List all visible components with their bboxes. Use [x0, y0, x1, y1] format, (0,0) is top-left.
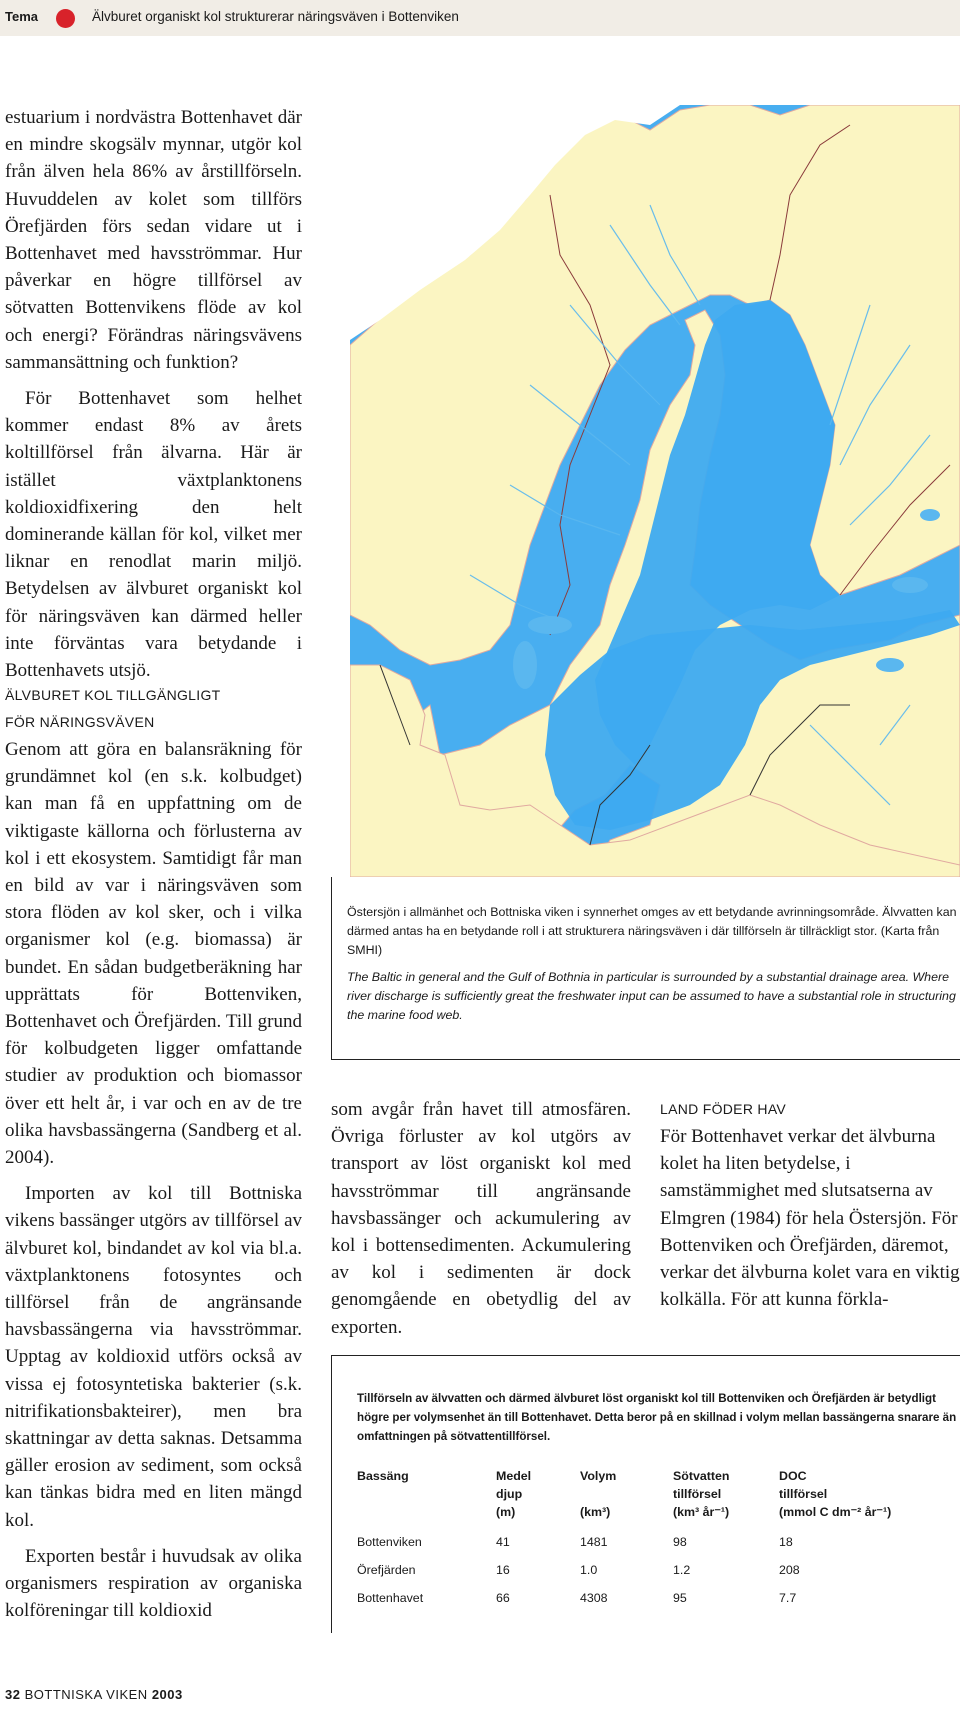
table-rule-horizontal	[331, 1355, 960, 1356]
section-tag: Tema	[5, 9, 38, 24]
table-cell: 7.7	[779, 1591, 797, 1605]
baltic-drainage-map	[350, 105, 960, 877]
middle-column	[331, 1096, 631, 1341]
table-cell: 66	[496, 1591, 510, 1605]
table-cell: 41	[496, 1535, 510, 1549]
section-marker-dot	[56, 9, 75, 28]
caption-english: The Baltic in general and the Gulf of Bothnia in particular is surrounded by a substantial drainage area. Where river discharge is sufficiently great the freshwater input can be assumed to have a substantial role in structuring the marine food web.	[347, 970, 956, 1022]
table-cell: 16	[496, 1563, 510, 1577]
table-cell: 98	[673, 1535, 687, 1549]
section-heading-line: ÄLVBURET KOL TILLGÄNGLIGT	[5, 687, 221, 703]
running-title: Älvburet organiskt kol strukturerar näringsväven i Bottenviken	[92, 9, 459, 24]
page-footer	[5, 1687, 183, 1702]
paragraph: Genom att göra en balansräkning för grundämnet kol (en s.k. kolbudget) kan man få en uppfattning om de viktigaste källorna och förlusterna av kol i ett ekosystem. Samtidigt får man en bild av var i näringsväven som stora flöden av kol sker, och i vilka organismer kol (e.g. biomassa) är bundet. En sådan budgetberäkning har upprättats för Bottenviken, Bottenhavet och Örefjärden. Till grund för kolbudgeten ligger omfattande studier av produktion och biomassor över ett helt år, i var och en av de tre olika havsbassängerna (Sandberg et al. 2004).	[5, 739, 302, 1169]
paragraph: estuarium i nordvästra Bottenhavet där en mindre skogsälv mynnar, utgör kol från älven hela 86% av årstillförseln. Huvuddelen av kolet som tillförs Örefjärden förs sedan vidare ut i Bottenhavet med havsströmmar. Hur påverkar en högre tillförsel av sötvatten Bottenvikens flöde av kol och energi? Förändras näringsvävens sammansättning och funktion?	[5, 107, 302, 373]
section-heading-line: FÖR NÄRINGSVÄVEN	[5, 714, 155, 730]
page-number: 32	[5, 1687, 21, 1702]
left-column-bottom	[5, 682, 302, 1625]
table-header-cell: tillförsel	[673, 1487, 722, 1501]
table-header-cell: (km³ år⁻¹)	[673, 1505, 730, 1519]
section-heading: LAND FÖDER HAV	[660, 1101, 787, 1117]
table-header-cell: djup	[496, 1487, 523, 1501]
data-table-box	[331, 1355, 960, 1633]
table-cell: Bottenviken	[357, 1535, 422, 1549]
table-header-cell: Sötvatten	[673, 1469, 730, 1483]
table-header-cell: (km³)	[580, 1505, 611, 1519]
section-heading	[5, 682, 302, 736]
paragraph: För Bottenhavet verkar det älvburna kolet ha liten betydelse, i samstämmighet med slutsatserna av Elmgren (1984) för hela Östersjön. För Bottenviken och Örefjärden, däremot, verkar det älvburna kolet vara en viktig kolkälla. För att kunna förkla-	[660, 1126, 960, 1311]
table-cell: Örefjärden	[357, 1563, 416, 1577]
table-cell: 4308	[580, 1591, 608, 1605]
table-header-cell: Volym	[580, 1469, 617, 1483]
table-header-cell: (m)	[496, 1505, 516, 1519]
table-cell: 208	[779, 1563, 800, 1577]
table-header-cell: (mmol C dm⁻² år⁻¹)	[779, 1505, 892, 1519]
table-cell: 1.2	[673, 1563, 691, 1577]
left-column-top	[5, 104, 302, 684]
map-caption	[347, 903, 957, 1025]
table-header-cell: DOC	[779, 1469, 807, 1483]
caption-rule-horizontal	[331, 1059, 960, 1060]
paragraph: För Bottenhavet som helhet kommer endast 8% av årets koltillförsel från älvarna. Här är istället växtplanktonens koldioxidfixering den helt dominerande källan för kol, vilket mer liknar en renodlat marin miljö. Betydelsen av älvburet organiskt kol för näringsväven kan därmed heller inte förväntas vara betydande i Bottenhavets utsjö.	[5, 388, 302, 682]
paragraph: Importen av kol till Bottniska vikens bassänger utgörs av tillförsel av älvburet kol, bindandet av kol via bl.a. växtplanktonens fotosyntes och tillförsel från de angränsande havsbassängerna via havsströmmar. Upptag av koldioxid utförs också av vissa ej fotosyntetiska bakterier (s.k. nitrifikationsbakteirer), men bra skattningar av detta saknas. Detsamma gäller erosion av sediment, som också kan tänkas bidra med en liten mängd kol.	[5, 1183, 302, 1531]
paragraph: som avgår från havet till atmosfären. Övriga förluster av kol utgörs av transport av löst organiskt kol med havsströmmar till angränsande havsbassänger och ackumulering av kol i bottensedimenten. Ackumulering av kol i sedimenten är dock genomgående en obetydlig del av exporten.	[331, 1099, 631, 1338]
table-caption: Tillförseln av älvvatten och därmed älvburet löst organiskt kol till Bottenviken och Örefjärden är betydligt högre per volymsenhet än till Bottenhavet. Detta beror på en skillnad i volym mellan bassängerna snarare än omfattningen på sötvattentillförsel.	[357, 1392, 957, 1443]
table-cell: 95	[673, 1591, 687, 1605]
right-column	[660, 1096, 960, 1313]
table-cell: 1481	[580, 1535, 608, 1549]
caption-rule-vertical	[331, 877, 332, 1060]
table-rule-vertical	[331, 1355, 332, 1633]
caption-swedish: Östersjön i allmänhet och Bottniska viken i synnerhet omges av ett betydande avrinningsområde. Älvvatten kan därmed antas ha en betydande roll i att strukturera näringsväven i där tillförseln är tillräckligt stor. (Karta från SMHI)	[347, 905, 957, 957]
paragraph: Exporten består i huvudsak av olika organismers respiration av organiska kolföreningar till koldioxid	[5, 1545, 302, 1622]
table-header-cell: Medel	[496, 1469, 532, 1483]
table-cell: 1.0	[580, 1563, 598, 1577]
page-header	[0, 0, 960, 36]
publication-year: 2003	[151, 1687, 183, 1702]
table-header-cell: tillförsel	[779, 1487, 828, 1501]
map-illustration	[350, 105, 960, 877]
table-cell: Bottenhavet	[357, 1591, 424, 1605]
table-cell: 18	[779, 1535, 793, 1549]
publication-name: BOTTNISKA VIKEN	[24, 1687, 148, 1702]
table-header-cell: Bassäng	[357, 1469, 409, 1483]
